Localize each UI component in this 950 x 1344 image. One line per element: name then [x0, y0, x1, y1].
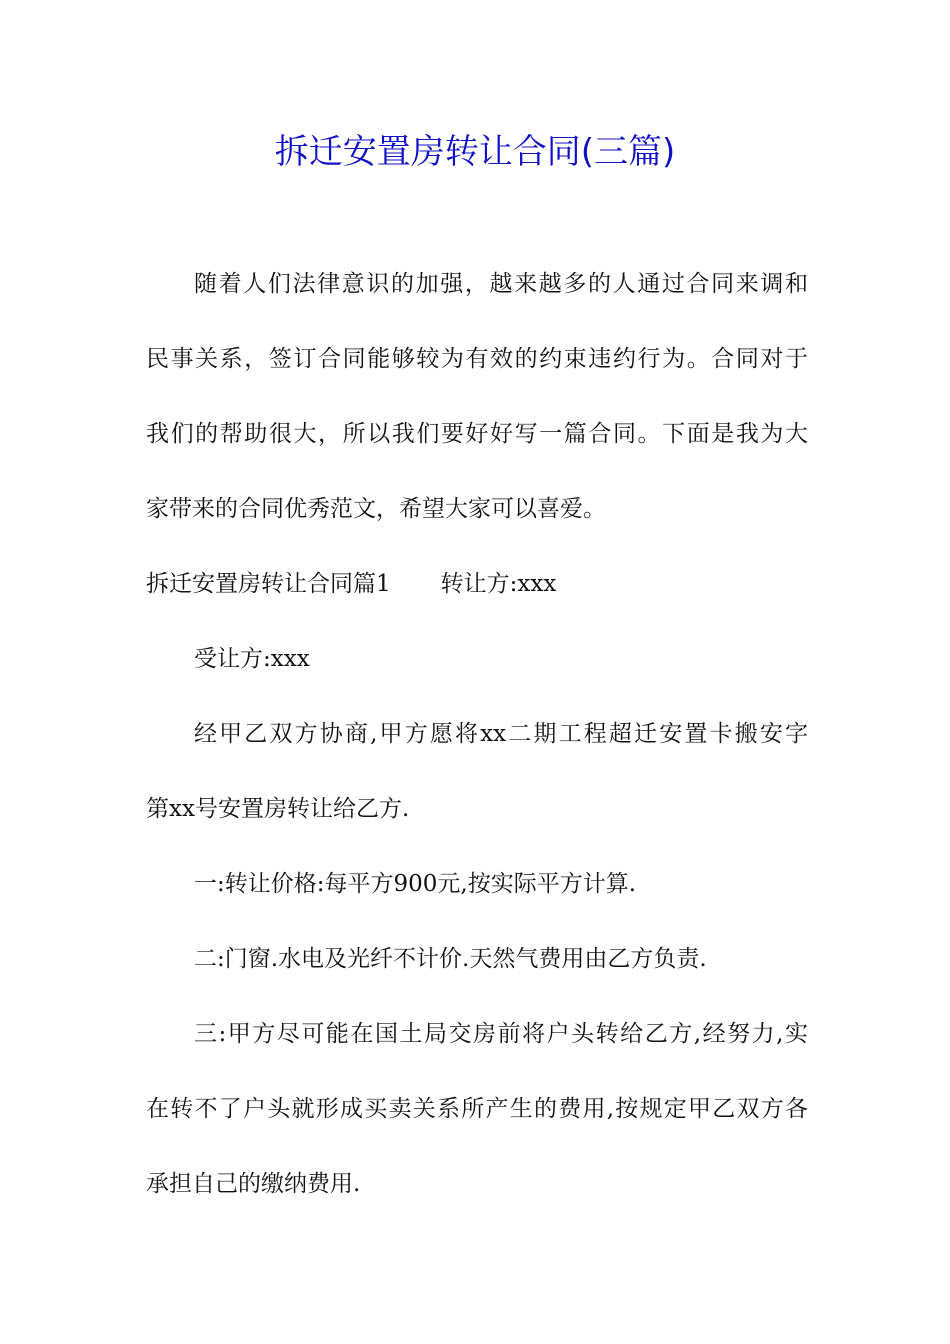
clause-3-line-1: 三:甲方尽可能在国土局交房前将户头转给乙方,经努力,实 — [194, 1021, 808, 1047]
document-title: 拆迁安置房转让合同(三篇) — [274, 132, 676, 172]
clause-intro-line-1: 经甲乙双方协商,甲方愿将xx二期工程超迁安置卡搬安字 — [194, 721, 808, 747]
intro-line-4: 家带来的合同优秀范文，希望大家可以喜爱。 — [146, 496, 606, 522]
clause-3-line-3: 承担自己的缴纳费用. — [146, 1171, 361, 1197]
section-heading-row — [146, 567, 808, 601]
intro-line-2: 民事关系，签订合同能够较为有效的约束违约行为。合同对于 — [146, 346, 808, 372]
clause-3-line-2: 在转不了户头就形成买卖关系所产生的费用,按规定甲乙双方各 — [146, 1096, 808, 1122]
section-heading: 拆迁安置房转让合同篇1 — [146, 571, 391, 597]
intro-line-3: 我们的帮助很大，所以我们要好好写一篇合同。下面是我为大 — [146, 421, 808, 447]
intro-line-1: 随着人们法律意识的加强，越来越多的人通过合同来调和 — [194, 271, 808, 297]
clause-2: 二:门窗.水电及光纤不计价.天然气费用由乙方负责. — [194, 946, 707, 972]
clause-intro-line-2: 第xx号安置房转让给乙方. — [146, 796, 410, 822]
clause-1: 一:转让价格:每平方900元,按实际平方计算. — [194, 871, 637, 897]
transferor-label: 转让方:xxx — [440, 571, 557, 597]
transferee-label: 受让方:xxx — [194, 646, 310, 672]
